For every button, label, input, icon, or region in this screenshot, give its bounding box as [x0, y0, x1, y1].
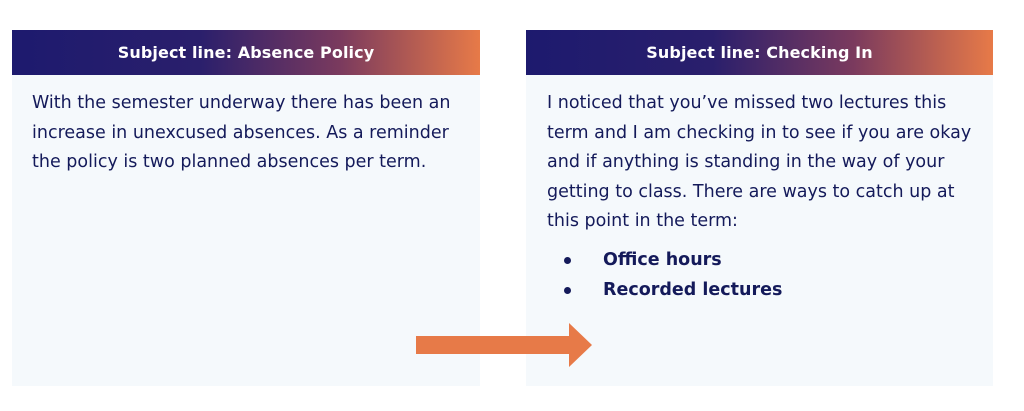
card-body	[526, 75, 993, 305]
email-card-checking-in	[526, 30, 993, 386]
subject-line-label: Subject line: Checking In	[646, 43, 873, 62]
email-card-absence-policy	[12, 30, 480, 386]
bullet-list	[547, 245, 975, 305]
bullet-icon	[564, 287, 571, 294]
bullet-label: Office hours	[603, 249, 722, 270]
arrow-right-icon	[416, 323, 592, 367]
card-header	[526, 30, 993, 75]
bullet-icon	[564, 257, 571, 264]
list-item	[547, 245, 975, 275]
list-item	[547, 275, 975, 305]
bullet-label: Recorded lectures	[603, 279, 783, 300]
email-body-text: With the semester underway there has been an increase in unexcused absences. As a reminder the policy is two planned absences per term.	[32, 93, 451, 172]
email-body-text: I noticed that you’ve missed two lectures this term and I am checking in to see if you are okay and if anything is standing in the way of your getting to class. There are ways to catch up at this point in the term:	[547, 93, 972, 231]
card-body	[12, 75, 480, 178]
card-header	[12, 30, 480, 75]
subject-line-label: Subject line: Absence Policy	[117, 43, 375, 62]
